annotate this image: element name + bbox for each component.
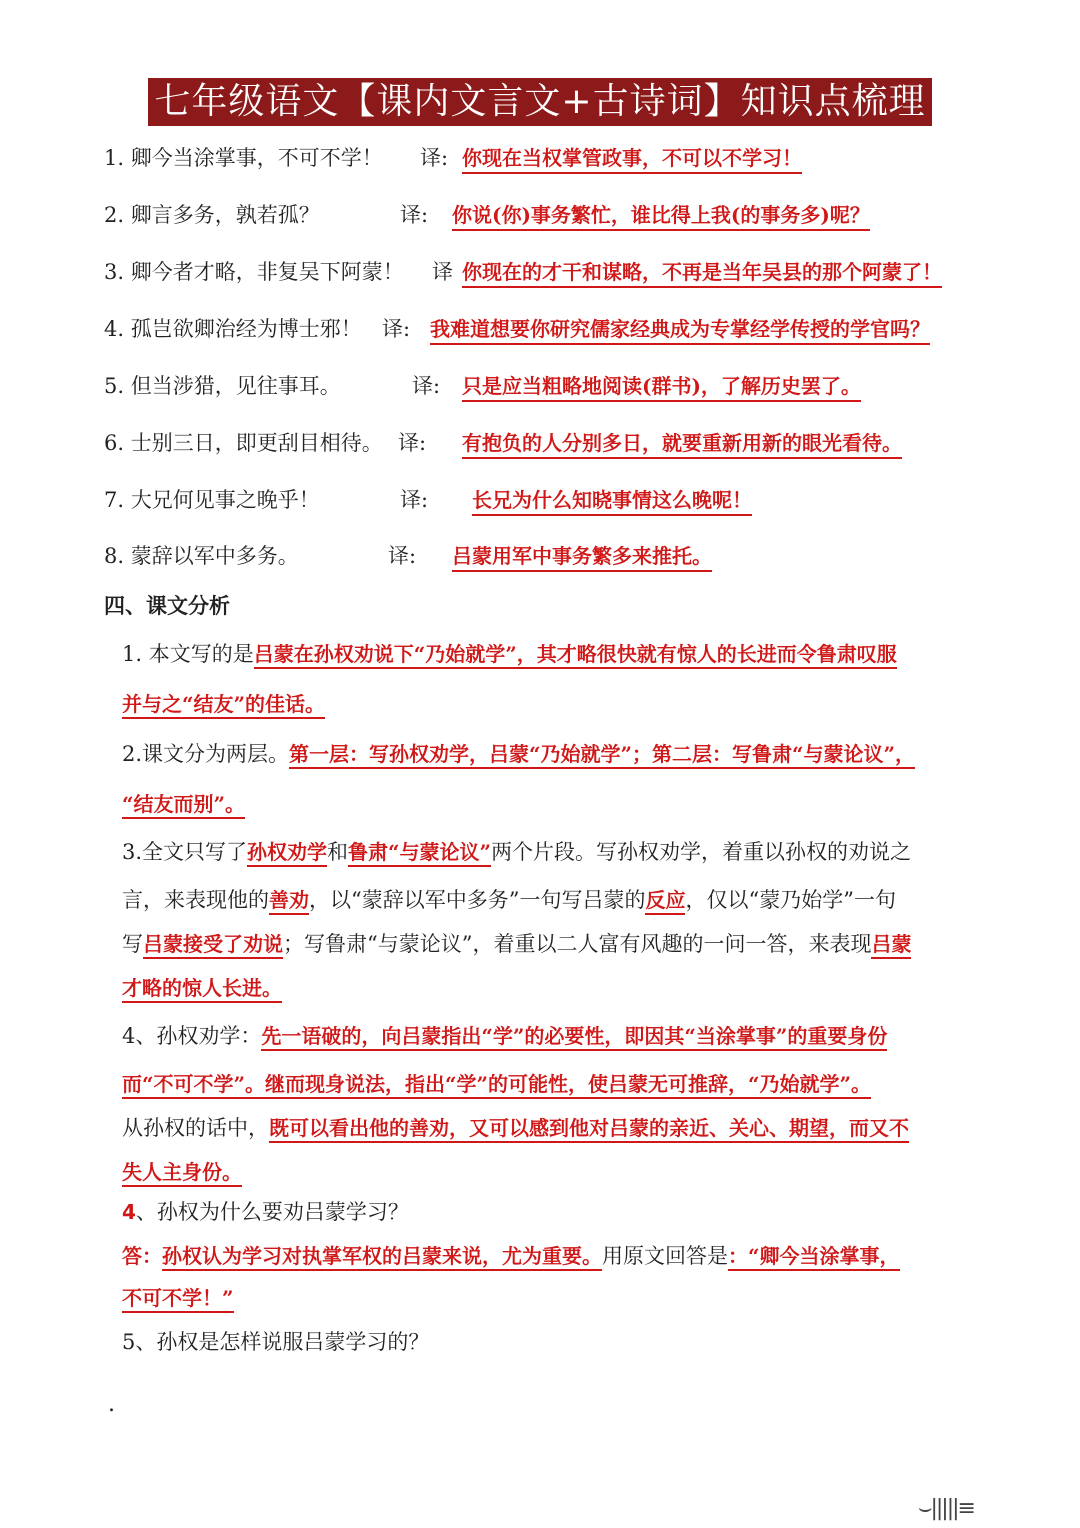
paragraph-text: 写 bbox=[122, 932, 143, 956]
highlight-text: 善劝 bbox=[269, 888, 309, 915]
title-block bbox=[0, 78, 1080, 126]
translation-row-2 bbox=[104, 199, 320, 229]
highlight-text: 吕蒙在孙权劝说下“乃始就学”，其才略很快就有惊人的长进而令鲁肃叹服 bbox=[254, 642, 897, 669]
paragraph-text: ；写鲁肃“与蒙论议”，着重以二人富有风趣的一问一答，来表现 bbox=[283, 932, 872, 956]
highlight-text: 先一语破的，向吕蒙指出“学”的必要性，即因其“当涂掌事”的重要身份 bbox=[261, 1024, 887, 1051]
paragraph-text: 1. 本文写的是 bbox=[122, 642, 254, 666]
paragraph-text: ，以“蒙辞以军中多务”一句写吕蒙的 bbox=[309, 888, 646, 912]
translation-answer: 你现在的才干和谋略，不再是当年吴县的那个阿蒙了！ bbox=[462, 256, 942, 288]
paragraph-text: 言，来表现他的 bbox=[122, 888, 269, 912]
analysis-paragraph-2 bbox=[122, 738, 915, 768]
analysis-paragraph-4-line4 bbox=[122, 1156, 242, 1185]
highlight-text: 吕蒙接受了劝说 bbox=[143, 932, 283, 959]
sentence: 2. 卿言多务，孰若孤？ bbox=[104, 203, 320, 227]
analysis-paragraph-4-line3 bbox=[122, 1112, 909, 1142]
translation-label: 译: bbox=[398, 431, 427, 455]
highlight-text: 孙权认为学习对执掌军权的吕蒙来说，尤为重要。 bbox=[162, 1244, 602, 1271]
translation-answer: 只是应当粗略地阅读(群书)，了解历史罢了。 bbox=[462, 370, 861, 402]
question-4 bbox=[122, 1196, 409, 1226]
stray-dot: . bbox=[108, 1392, 115, 1417]
translation-label: 译 bbox=[432, 260, 453, 284]
paragraph-text: 用原文回答是 bbox=[602, 1244, 728, 1268]
question-text: 、孙权为什么要劝吕蒙学习？ bbox=[135, 1200, 409, 1224]
answer-label: 答： bbox=[122, 1244, 162, 1268]
translation-answer: 你说(你)事务繁忙，谁比得上我(的事务多)呢？ bbox=[452, 199, 870, 231]
sentence: 4. 孤岂欲卿治经为博士邪！ bbox=[104, 317, 362, 341]
highlight-text: 不可不学！” bbox=[122, 1286, 234, 1313]
highlight-text: 吕蒙 bbox=[871, 932, 911, 959]
sentence: 6. 士别三日，即更刮目相待。 bbox=[104, 431, 383, 455]
analysis-paragraph-4-line2 bbox=[122, 1068, 871, 1097]
translation-label: 译: bbox=[400, 203, 429, 227]
analysis-paragraph-1-cont bbox=[122, 688, 325, 717]
watermark-icon: ⌣|||||≡ bbox=[918, 1496, 974, 1521]
paragraph-text: 3.全文只写了 bbox=[122, 840, 248, 864]
analysis-paragraph-3-line2 bbox=[122, 884, 896, 914]
highlight-text: 孙权劝学 bbox=[247, 840, 327, 867]
analysis-paragraph-3-line3 bbox=[122, 928, 911, 958]
translation-answer: 长兄为什么知晓事情这么晚呢！ bbox=[472, 484, 752, 516]
highlight-text: 第一层：写孙权劝学，吕蒙“乃始就学”；第二层：写鲁肃“与蒙论议”， bbox=[289, 742, 915, 769]
translation-row-1 bbox=[104, 142, 383, 172]
sentence: 8. 蒙辞以军中多务。 bbox=[104, 544, 299, 568]
highlight-text: 既可以看出他的善劝，又可以感到他对吕蒙的亲近、关心、期望，而又不 bbox=[269, 1116, 909, 1143]
question-5: 5、孙权是怎样说服吕蒙学习的？ bbox=[122, 1330, 430, 1354]
section-heading: 四、课文分析 bbox=[104, 594, 230, 618]
translation-row-8 bbox=[104, 540, 299, 570]
highlight-text: 失人主身份。 bbox=[122, 1160, 242, 1187]
highlight-text: 鲁肃“与蒙论议” bbox=[348, 840, 491, 867]
analysis-paragraph-3 bbox=[122, 836, 911, 866]
analysis-paragraph-4 bbox=[122, 1020, 887, 1050]
translation-row-3 bbox=[104, 256, 404, 286]
paragraph-text: 两个片段。写孙权劝学，着重以孙权的劝说之 bbox=[491, 840, 912, 864]
translation-row-4 bbox=[104, 313, 362, 343]
translation-label: 译: bbox=[420, 146, 449, 170]
page-title: 七年级语文【课内文言文+古诗词】知识点梳理 bbox=[148, 78, 931, 126]
highlight-text: 反应 bbox=[645, 888, 685, 915]
sentence: 5. 但当涉猎，见往事耳。 bbox=[104, 374, 341, 398]
highlight-text: 并与之“结友”的佳话。 bbox=[122, 692, 325, 719]
paragraph-text: 4、孙权劝学： bbox=[122, 1024, 262, 1048]
answer-4 bbox=[122, 1240, 900, 1270]
translation-row-5 bbox=[104, 370, 341, 400]
translation-row-7 bbox=[104, 484, 320, 514]
translation-answer: 有抱负的人分别多日，就要重新用新的眼光看待。 bbox=[462, 427, 902, 459]
question-number: 4 bbox=[122, 1200, 136, 1224]
translation-label: 译: bbox=[412, 374, 441, 398]
analysis-paragraph-1 bbox=[122, 638, 897, 668]
answer-4-cont bbox=[122, 1282, 234, 1311]
paragraph-text: 2.课文分为两层。 bbox=[122, 742, 290, 766]
translation-answer: 吕蒙用军中事务繁多来推托。 bbox=[452, 540, 712, 572]
highlight-text: 而“不可不学”。继而现身说法，指出“学”的可能性，使吕蒙无可推辞，“乃始就学”。 bbox=[122, 1072, 871, 1099]
translation-row-6 bbox=[104, 427, 383, 457]
analysis-paragraph-2-cont bbox=[122, 788, 245, 817]
sentence: 1. 卿今当涂掌事，不可不学！ bbox=[104, 146, 383, 170]
sentence: 3. 卿今者才略，非复吴下阿蒙！ bbox=[104, 260, 404, 284]
translation-label: 译: bbox=[400, 488, 429, 512]
translation-label: 译: bbox=[388, 544, 417, 568]
paragraph-text: 从孙权的话中， bbox=[122, 1116, 269, 1140]
sentence: 7. 大兄何见事之晚乎！ bbox=[104, 488, 320, 512]
translation-label: 译: bbox=[382, 317, 411, 341]
paragraph-text: 和 bbox=[327, 840, 349, 864]
highlight-text: “结友而别”。 bbox=[122, 792, 245, 819]
translation-answer: 我难道想要你研究儒家经典成为专掌经学传授的学官吗？ bbox=[430, 313, 930, 345]
analysis-paragraph-3-line4 bbox=[122, 972, 282, 1001]
paragraph-text: ，仅以“蒙乃始学”一句 bbox=[685, 888, 896, 912]
highlight-text: 才略的惊人长进。 bbox=[122, 976, 282, 1003]
highlight-text: ：“卿今当涂掌事， bbox=[728, 1244, 900, 1271]
translation-answer: 你现在当权掌管政事，不可以不学习！ bbox=[462, 142, 802, 174]
